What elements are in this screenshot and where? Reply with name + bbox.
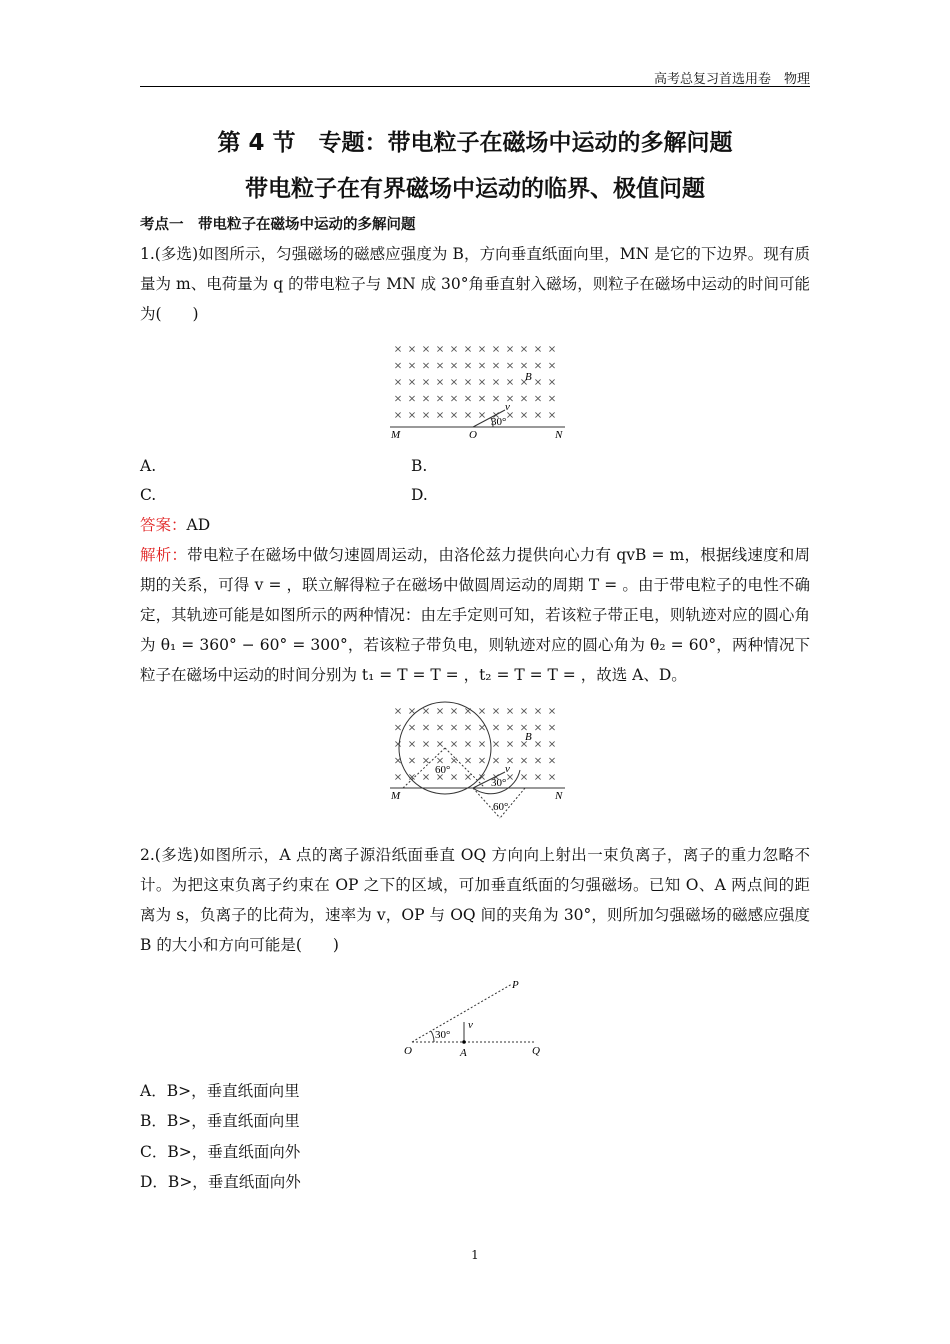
label-O: O bbox=[404, 1045, 412, 1057]
label-B: B bbox=[525, 731, 532, 743]
option-a: A. bbox=[140, 457, 157, 475]
field-cross-mark bbox=[451, 708, 456, 713]
answer-label: 答案： bbox=[140, 516, 187, 534]
field-cross-mark bbox=[437, 346, 442, 351]
field-cross-mark bbox=[493, 396, 498, 401]
label-P: P bbox=[512, 979, 519, 991]
field-cross-mark bbox=[493, 346, 498, 351]
figure-op-oq bbox=[400, 972, 550, 1062]
field-cross-mark bbox=[479, 363, 484, 368]
field-cross-mark bbox=[423, 708, 428, 713]
field-cross-mark bbox=[465, 725, 470, 730]
field-cross-mark bbox=[493, 741, 498, 746]
field-cross-mark bbox=[395, 708, 400, 713]
q2-option-c: C．B>，垂直纸面向外 bbox=[140, 1143, 301, 1161]
q2-option-a: A．B>，垂直纸面向里 bbox=[140, 1082, 300, 1100]
field-cross-mark bbox=[479, 758, 484, 763]
answer-value: AD bbox=[186, 516, 211, 534]
field-cross-mark bbox=[465, 741, 470, 746]
label-angle-60-top: 60° bbox=[435, 764, 451, 776]
field-cross-mark bbox=[437, 741, 442, 746]
field-cross-mark bbox=[451, 396, 456, 401]
field-cross-mark bbox=[535, 758, 540, 763]
field-cross-mark bbox=[535, 725, 540, 730]
label-A: A bbox=[460, 1047, 467, 1059]
option-b: B. bbox=[411, 457, 428, 475]
field-cross-mark bbox=[451, 725, 456, 730]
section-title: 第 4 节 专题：带电粒子在磁场中运动的多解问题 bbox=[217, 130, 733, 156]
field-cross-mark bbox=[437, 708, 442, 713]
label-N: N bbox=[555, 429, 563, 441]
field-cross-mark bbox=[521, 774, 526, 779]
field-cross-mark bbox=[521, 346, 526, 351]
field-cross-mark bbox=[465, 412, 470, 417]
field-cross-mark bbox=[521, 396, 526, 401]
field-cross-mark bbox=[437, 758, 442, 763]
label-N: N bbox=[555, 790, 563, 802]
field-cross-mark bbox=[437, 412, 442, 417]
field-cross-mark bbox=[521, 758, 526, 763]
field-cross-mark bbox=[507, 725, 512, 730]
label-angle: 30° bbox=[491, 416, 507, 428]
field-cross-mark bbox=[423, 725, 428, 730]
field-cross-mark bbox=[437, 379, 442, 384]
field-cross-mark bbox=[493, 708, 498, 713]
field-cross-mark bbox=[451, 741, 456, 746]
field-cross-mark bbox=[535, 741, 540, 746]
field-cross-mark bbox=[395, 346, 400, 351]
option-d: D. bbox=[411, 486, 428, 504]
field-cross-mark bbox=[437, 396, 442, 401]
field-cross-mark bbox=[479, 396, 484, 401]
q2-option-d: D．B>，垂直纸面向外 bbox=[140, 1173, 301, 1191]
field-cross-mark bbox=[535, 412, 540, 417]
field-cross-mark bbox=[535, 396, 540, 401]
label-angle-30: 30° bbox=[491, 777, 507, 789]
field-cross-mark bbox=[493, 379, 498, 384]
field-cross-mark bbox=[465, 363, 470, 368]
field-cross-mark bbox=[409, 741, 414, 746]
field-cross-mark bbox=[437, 725, 442, 730]
analysis-text: 带电粒子在磁场中做匀速圆周运动，由洛伦兹力提供向心力有 qvB = m，根据线速度和周期的关系，可得 v = ，联立解得粒子在磁场中做圆周运动的周期 T = 。由于带电粒子的电性不确定，其轨迹可能是如图所示的两种情况：由左手定则可知，若该粒子带正电，则轨迹对应的圆心角为 θ₁ = 360° − 60° = 300°，若该粒子带负电，则轨迹对应的圆心角为 θ₂ = 60°，两种情况下粒子在磁场中运动的时间分别为 t₁ = T = T = ，t₂ = T = T = ，故选 A、D。 bbox=[140, 546, 810, 684]
field-cross-mark bbox=[423, 758, 428, 763]
field-cross-mark bbox=[479, 725, 484, 730]
field-cross-mark bbox=[535, 379, 540, 384]
field-cross-mark bbox=[409, 708, 414, 713]
label-O: O bbox=[469, 429, 477, 441]
field-cross-mark bbox=[507, 412, 512, 417]
answer bbox=[140, 510, 810, 540]
label-angle: 30° bbox=[435, 1029, 451, 1041]
field-cross-mark bbox=[507, 363, 512, 368]
field-cross-mark bbox=[465, 758, 470, 763]
field-cross-mark bbox=[549, 346, 554, 351]
field-cross-mark bbox=[395, 379, 400, 384]
subtitle: 带电粒子在有界磁场中运动的临界、极值问题 bbox=[245, 176, 705, 202]
field-cross-mark bbox=[423, 412, 428, 417]
field-cross-mark bbox=[395, 412, 400, 417]
field-cross-mark bbox=[465, 379, 470, 384]
field-cross-mark bbox=[409, 725, 414, 730]
label-M: M bbox=[391, 429, 401, 441]
field-cross-mark bbox=[409, 412, 414, 417]
field-cross-mark bbox=[437, 363, 442, 368]
field-cross-mark bbox=[395, 774, 400, 779]
section-heading: 考点一 带电粒子在磁场中运动的多解问题 bbox=[140, 217, 416, 233]
field-cross-mark bbox=[423, 363, 428, 368]
header-rule bbox=[140, 86, 810, 87]
label-v: v bbox=[468, 1019, 473, 1031]
field-cross-mark bbox=[479, 379, 484, 384]
field-cross-mark bbox=[423, 379, 428, 384]
label-Q: Q bbox=[532, 1045, 540, 1057]
field-cross-mark bbox=[423, 396, 428, 401]
field-cross-mark bbox=[493, 363, 498, 368]
field-cross-mark bbox=[549, 725, 554, 730]
field-cross-mark bbox=[493, 758, 498, 763]
page-number: 1 bbox=[471, 1248, 479, 1262]
q2-option-b: B．B>，垂直纸面向里 bbox=[140, 1112, 300, 1130]
field-cross-mark bbox=[549, 708, 554, 713]
field-cross-mark bbox=[549, 363, 554, 368]
field-cross-mark bbox=[451, 774, 456, 779]
field-cross-mark bbox=[451, 363, 456, 368]
field-cross-mark bbox=[521, 363, 526, 368]
field-cross-mark bbox=[549, 774, 554, 779]
field-cross-mark bbox=[535, 363, 540, 368]
field-cross-mark bbox=[521, 708, 526, 713]
figure-trajectories bbox=[385, 700, 575, 830]
field-cross-mark bbox=[479, 741, 484, 746]
field-cross-mark bbox=[479, 708, 484, 713]
field-cross-mark bbox=[521, 412, 526, 417]
field-cross-mark bbox=[465, 346, 470, 351]
field-cross-mark bbox=[479, 346, 484, 351]
field-cross-mark bbox=[409, 396, 414, 401]
field-cross-mark bbox=[549, 741, 554, 746]
field-cross-mark bbox=[409, 346, 414, 351]
field-cross-mark bbox=[423, 774, 428, 779]
field-cross-mark bbox=[451, 412, 456, 417]
field-cross-mark bbox=[535, 708, 540, 713]
field-cross-mark bbox=[451, 346, 456, 351]
field-cross-mark bbox=[507, 708, 512, 713]
field-cross-mark bbox=[395, 363, 400, 368]
field-cross-mark bbox=[535, 346, 540, 351]
question-2-text: 2.(多选)如图所示，A 点的离子源沿纸面垂直 OQ 方向向上射出一束负离子，离子的重力忽略不计。为把这束负离子约束在 OP 之下的区域，可加垂直纸面的匀强磁场。已知 O、A 两点间的距离为 s，负离子的比荷为，速率为 v，OP 与 OQ 间的夹角为 30°，则所加匀强磁场的磁感应强度 B 的大小和方向可能是( ) bbox=[140, 846, 810, 954]
label-v: v bbox=[505, 763, 510, 775]
field-cross-mark bbox=[423, 741, 428, 746]
field-cross-mark bbox=[395, 396, 400, 401]
field-cross-mark bbox=[479, 412, 484, 417]
label-M: M bbox=[391, 790, 401, 802]
field-cross-mark bbox=[451, 379, 456, 384]
field-cross-mark bbox=[493, 725, 498, 730]
field-cross-mark bbox=[409, 758, 414, 763]
field-cross-mark bbox=[507, 741, 512, 746]
field-cross-mark bbox=[507, 379, 512, 384]
field-cross-mark bbox=[465, 774, 470, 779]
field-cross-mark bbox=[535, 774, 540, 779]
field-cross-mark bbox=[507, 774, 512, 779]
field-cross-mark bbox=[451, 758, 456, 763]
option-c: C. bbox=[140, 486, 157, 504]
label-v: v bbox=[505, 401, 510, 413]
field-cross-mark bbox=[507, 346, 512, 351]
field-cross-mark bbox=[549, 758, 554, 763]
analysis-label: 解析： bbox=[140, 546, 188, 564]
analysis bbox=[140, 540, 810, 690]
running-header: 高考总复习首选用卷 物理 bbox=[653, 72, 810, 87]
field-cross-mark bbox=[465, 396, 470, 401]
field-cross-mark bbox=[549, 379, 554, 384]
field-cross-mark bbox=[521, 725, 526, 730]
question-1-text: 1.(多选)如图所示，匀强磁场的磁感应强度为 B，方向垂直纸面向里，MN 是它的下边界。现有质量为 m、电荷量为 q 的带电粒子与 MN 成 30°角垂直射入磁场，则粒子在磁场中运动的时间可能为( ) bbox=[140, 245, 810, 323]
label-B: B bbox=[525, 371, 532, 383]
field-cross-mark bbox=[409, 363, 414, 368]
label-angle-60-bottom: 60° bbox=[493, 801, 509, 813]
figure-magnetic-field bbox=[385, 338, 575, 448]
field-cross-mark bbox=[395, 725, 400, 730]
field-cross-mark bbox=[549, 412, 554, 417]
field-cross-mark bbox=[409, 379, 414, 384]
field-cross-mark bbox=[549, 396, 554, 401]
field-cross-mark bbox=[423, 346, 428, 351]
